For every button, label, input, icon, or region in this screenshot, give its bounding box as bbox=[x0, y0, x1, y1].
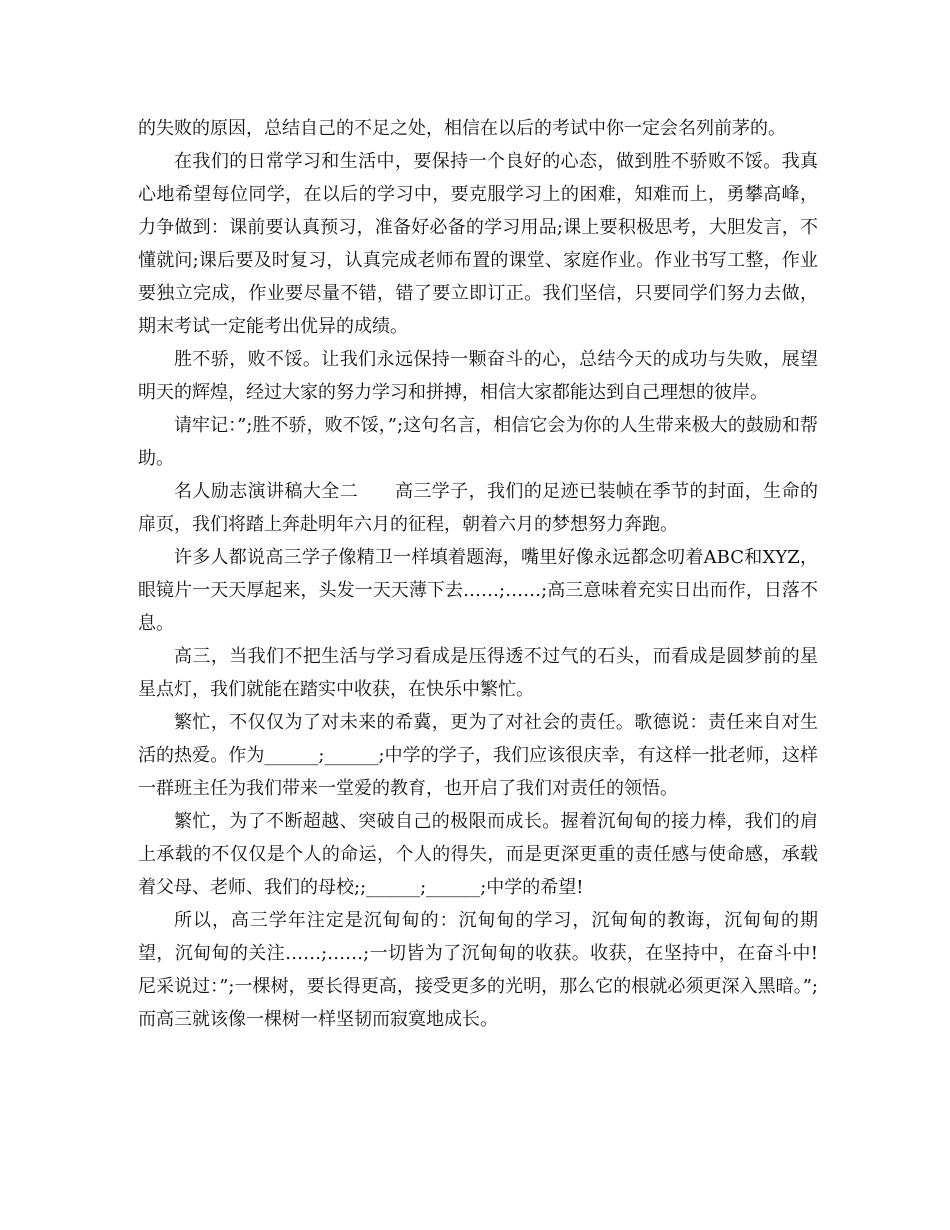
paragraph-5: 名人励志演讲稿大全二 高三学子，我们的足迹已装帧在季节的封面，生命的扉页，我们将踏上奔赴明年六月的征程，朝着六月的梦想努力奔跑。 bbox=[138, 481, 818, 535]
paragraph-10: 所以，高三学年注定是沉甸甸的：沉甸甸的学习，沉甸甸的教诲，沉甸甸的期望，沉甸甸的关注……;……;一切皆为了沉甸甸的收获。收获，在坚持中，在奋斗中!尼采说过：”;一棵树，要长得更高，接受更多的光明，那么它的根就必须更深入黑暗。”;而高三就该像一棵树一样坚韧而寂寞地成长。 bbox=[138, 910, 818, 1030]
paragraph-1: 的失败的原因，总结自己的不足之处，相信在以后的考试中你一定会名列前茅的。 bbox=[138, 118, 786, 139]
paragraph-2: 在我们的日常学习和生活中，要保持一个良好的心态，做到胜不骄败不馁。我真心地希望每位同学，在以后的学习中，要克服学习上的困难，知难而上，勇攀高峰，力争做到：课前要认真预习，准备好必备的学习用品;课上要积极思考，大胆发言，不懂就问;课后要及时复习，认真完成老师布置的课堂、家庭作业。作业书写工整，作业要独立完成，作业要尽量不错，错了要立即订正。我们坚信，只要同学们努力去做，期末考试一定能考出优异的成绩。 bbox=[138, 151, 818, 337]
paragraph-4: 请牢记：”;胜不骄，败不馁，”;这句名言，相信它会为你的人生带来极大的鼓励和帮助。 bbox=[138, 415, 818, 469]
paragraph-6: 许多人都说高三学子像精卫一样填着题海，嘴里好像永远都念叨着ABC和XYZ，眼镜片一天天厚起来，头发一天天薄下去……;……;高三意味着充实日出而作，日落不息。 bbox=[138, 547, 818, 634]
paragraph-9: 繁忙，为了不断超越、突破自己的极限而成长。握着沉甸甸的接力棒，我们的肩上承载的不仅仅是个人的命运，个人的得失，而是更深更重的责任感与使命感，承载着父母、老师、我们的母校;;______;______;中学的希望! bbox=[138, 811, 818, 898]
paragraph-7: 高三，当我们不把生活与学习看成是压得透不过气的石头，而看成是圆梦前的星星点灯，我们就能在踏实中收获，在快乐中繁忙。 bbox=[138, 646, 818, 700]
paragraph-8: 繁忙，不仅仅为了对未来的希冀，更为了对社会的责任。歌德说：责任来自对生活的热爱。作为______;______;中学的学子，我们应该很庆幸，有这样一批老师，这样一群班主任为我们带来一堂爱的教育，也开启了我们对责任的领悟。 bbox=[138, 712, 818, 799]
document-body bbox=[138, 112, 818, 1036]
paragraph-3: 胜不骄，败不馁。让我们永远保持一颗奋斗的心，总结今天的成功与失败，展望明天的辉煌，经过大家的努力学习和拼搏，相信大家都能达到自己理想的彼岸。 bbox=[138, 349, 818, 403]
